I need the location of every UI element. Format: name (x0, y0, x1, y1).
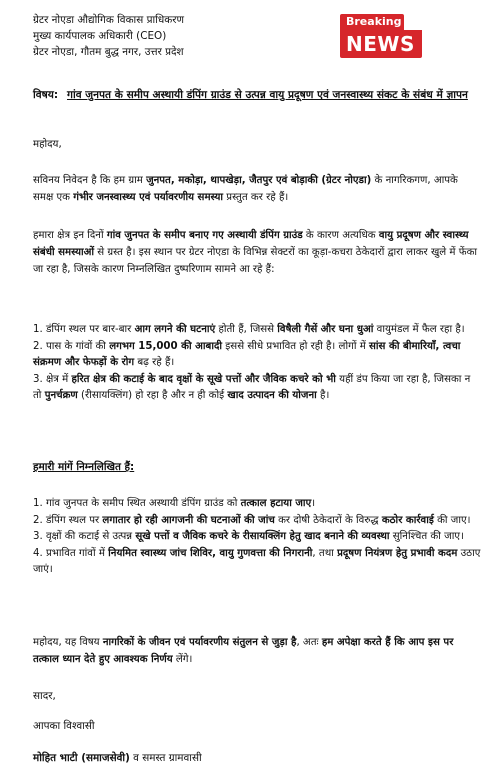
paragraph-intro: सविनय निवेदन है कि हम ग्राम जुनपत, मकोड़ा, थापखेड़ा, जैतपुर एवं बोड़ाकी (ग्रेटर नोएडा) के नागरिकगण, आपके समक्ष एक गंभीर जनस्वास्थ्य एवं पर्यावरणीय समस्या प्रस्तुत कर रहे हैं। (33, 175, 458, 203)
subject-line (33, 86, 481, 104)
yours-truly: आपका विश्वासी (33, 720, 95, 732)
breaking-label: Breaking (340, 14, 404, 30)
signature (33, 750, 202, 766)
problem-list (33, 322, 481, 405)
list-item: 2. डंपिंग स्थल पर लगातार हो रही आगजनी की घटनाओं की जांच कर दोषी ठेकेदारों के विरुद्ध कठोर कार्रवाई की जाए। (33, 514, 471, 526)
recipient-block (33, 12, 481, 60)
paragraph-problem: हमारा क्षेत्र इन दिनों गांव जुनपत के समीप बनाए गए अस्थायी डंपिंग ग्राउंड के कारण अत्यधिक वायु प्रदूषण और स्वास्थ्य संबंधी समस्याओं से ग्रस्त है। इस स्थान पर ग्रेटर नोएडा के विभिन्न सेक्टरों का कूड़ा-कचरा ठेकेदारों द्वारा लाकर खुले में फेंका जा रहा है, जिसके कारण निम्नलिखित दुष्परिणाम सामने आ रहे हैं: (33, 230, 478, 275)
salutation: महोदय, (33, 139, 62, 150)
letter (33, 12, 481, 764)
signature-name: मोहित भाटी (समाजसेवी) (33, 752, 130, 764)
subject-label: विषय: (33, 89, 59, 101)
demands-heading: हमारी मांगें निम्नलिखित हैं: (33, 461, 135, 473)
list-item: 1. गांव जुनपत के समीप स्थित अस्थायी डंपिंग ग्राउंड को तत्काल हटाया जाए। (33, 498, 316, 509)
list-item: 3. वृक्षों की कटाई से उत्पन्न सूखे पत्तों व जैविक कचरे के रीसायक्लिंग हेतु खाद बनाने की व्यवस्था सुनिश्चित की जाए। (33, 531, 464, 542)
subject-text: गांव जुनपत के समीप अस्थायी डंपिंग ग्राउंड से उत्पन्न वायु प्रदूषण एवं जनस्वास्थ्य संकट के संबंध में ज्ञापन (67, 89, 468, 101)
signature-rest: व समस्त ग्रामवासी (129, 752, 202, 764)
recipient-line-3: ग्रेटर नोएडा, गौतम बुद्ध नगर, उत्तर प्रदेश (33, 46, 184, 58)
closing-paragraph: महोदय, यह विषय नागरिकों के जीवन एवं पर्यावरणीय संतुलन से जुड़ा है, अतः हम अपेक्षा करते हैं कि आप इस पर तत्काल ध्यान देते हुए आवश्यक निर्णय लेंगे। (33, 637, 454, 665)
list-item: 4. प्रभावित गांवों में नियमित स्वास्थ्य जांच शिविर, वायु गुणवत्ता की निगरानी, तथा प्रदूषण नियंत्रण हेतु प्रभावी कदम उठाए जाएं। (33, 547, 481, 575)
list-item: 3. क्षेत्र में हरित क्षेत्र की कटाई के बाद वृक्षों के सूखे पत्तों और जैविक कचरे को भी यहीं डंप किया जा रहा है, जिसका न तो पुनर्चक्रण (रीसायक्लिंग) हो रहा है और न ही कोई खाद उत्पादन की योजना है। (33, 373, 471, 401)
recipient-line-1: ग्रेटर नोएडा औद्योगिक विकास प्राधिकरण (33, 14, 184, 26)
list-item: 1. डंपिंग स्थल पर बार-बार आग लगने की घटनाएं होती हैं, जिससे विषैली गैसें और घना धुआं वायुमंडल में फैल रहा है। (33, 324, 465, 335)
recipient-line-2: मुख्य कार्यपालक अधिकारी (CEO) (33, 30, 167, 42)
sadar: सादर, (33, 690, 56, 702)
news-label: NEWS (340, 30, 422, 58)
demand-list (33, 496, 481, 579)
list-item: 2. पास के गांवों की लगभग 15,000 की आबादी इससे सीधे प्रभावित हो रही है। लोगों में सांस की बीमारियाँ, त्वचा संक्रमण और फेफड़ों के रोग बढ़ रहे हैं। (33, 340, 461, 368)
